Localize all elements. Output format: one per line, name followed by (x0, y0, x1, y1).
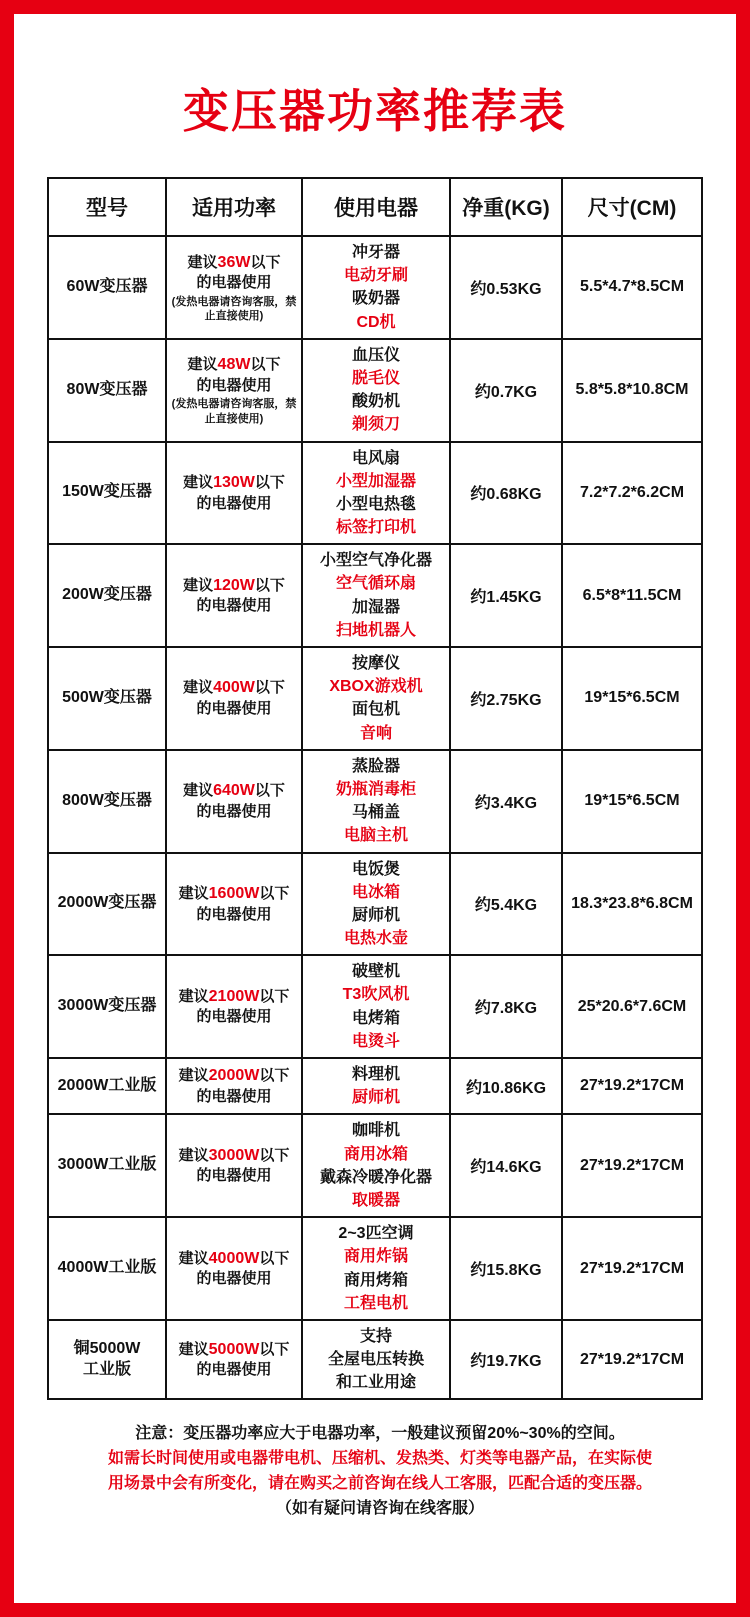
power-line-2: 的电器使用 (196, 802, 272, 820)
table-row (48, 1320, 702, 1400)
device-item: 厨师机 (351, 906, 400, 924)
device-item: 吸奶器 (351, 290, 400, 308)
device-item: 和工业用途 (335, 1374, 416, 1392)
power-line-2: 的电器使用 (196, 494, 272, 512)
cell-power (166, 955, 302, 1058)
device-item: 小型空气净化器 (319, 552, 432, 570)
power-line-2: 的电器使用 (196, 1008, 272, 1026)
device-item: 小型电热毯 (335, 495, 416, 513)
cell-power (166, 1320, 302, 1400)
power-suffix: 以下 (259, 987, 290, 1005)
device-item: 扫地机器人 (335, 621, 416, 639)
power-line-2: 的电器使用 (196, 1167, 272, 1185)
device-item: 脱毛仪 (351, 369, 400, 387)
table-header-row (48, 178, 702, 236)
cell-size: 18.3*23.8*6.8CM (562, 853, 702, 956)
device-item: 音响 (359, 724, 392, 742)
cell-devices (302, 750, 450, 853)
cell-power (166, 750, 302, 853)
power-prefix: 建议 (183, 782, 214, 800)
cell-model: 800W变压器 (48, 750, 166, 853)
table-row (48, 1058, 702, 1114)
cell-power (166, 544, 302, 647)
power-value: 120W (213, 576, 255, 594)
device-item: CD机 (356, 313, 396, 331)
cell-power (166, 1058, 302, 1114)
power-line-2: 的电器使用 (196, 905, 272, 923)
cell-weight: 约2.75KG (450, 647, 562, 750)
device-item: 商用炸锅 (343, 1248, 408, 1266)
table-row (48, 1217, 702, 1320)
cell-weight: 约1.45KG (450, 544, 562, 647)
power-prefix: 建议 (187, 356, 218, 374)
cell-devices (302, 339, 450, 442)
device-item: 破壁机 (351, 963, 400, 981)
page-title: 变压器功率推荐表 (183, 84, 567, 138)
column-header-devices: 使用电器 (302, 178, 450, 236)
table-row (48, 1114, 702, 1217)
device-item: 工程电机 (343, 1294, 408, 1312)
device-item: 电脑主机 (343, 827, 408, 845)
cell-weight: 约10.86KG (450, 1058, 562, 1114)
device-item: 电风扇 (351, 449, 400, 467)
table-row (48, 544, 702, 647)
device-item: 料理机 (351, 1066, 400, 1083)
device-item: 全屋电压转换 (327, 1351, 424, 1369)
column-header-model: 型号 (48, 178, 166, 236)
power-prefix: 建议 (178, 1340, 209, 1358)
power-suffix: 以下 (259, 1146, 290, 1164)
footer-line-1: 注意：变压器功率应大于电器功率，一般建议预留20%~30%的空间。 (135, 1425, 625, 1443)
table-body (48, 236, 702, 1399)
cell-power (166, 1217, 302, 1320)
table-row (48, 853, 702, 956)
power-line-2: 的电器使用 (196, 377, 272, 394)
cell-model: 2000W变压器 (48, 853, 166, 956)
cell-model: 80W变压器 (48, 339, 166, 442)
power-value: 2000W (208, 1067, 260, 1085)
power-suffix: 以下 (250, 253, 281, 271)
footer-line-2: 如需长时间使用或电器带电机、压缩机、发热类、灯类等电器产品，在实际使 (107, 1450, 652, 1468)
device-item: 电热水壶 (343, 930, 408, 948)
cell-power (166, 236, 302, 339)
table-row (48, 750, 702, 853)
device-item: 奶瓶消毒柜 (335, 780, 416, 798)
cell-model: 500W变压器 (48, 647, 166, 750)
power-prefix: 建议 (178, 884, 209, 902)
cell-model: 2000W工业版 (48, 1058, 166, 1114)
cell-weight: 约7.8KG (450, 955, 562, 1058)
power-line-2: 的电器使用 (196, 274, 272, 292)
power-value: 48W (217, 356, 251, 374)
device-item: 2~3匹空调 (338, 1225, 414, 1243)
power-value: 4000W (208, 1249, 260, 1267)
cell-weight: 约0.53KG (450, 236, 562, 339)
power-value: 130W (213, 473, 255, 491)
power-value: 3000W (208, 1146, 260, 1164)
device-item: 空气循环扇 (335, 575, 416, 593)
cell-model: 200W变压器 (48, 544, 166, 647)
device-item: 戴森冷暖净化器 (319, 1168, 432, 1186)
device-item: 电动牙刷 (343, 267, 408, 285)
power-suffix: 以下 (259, 1249, 290, 1267)
cell-size: 19*15*6.5CM (562, 750, 702, 853)
device-item: 小型加湿器 (335, 472, 416, 490)
cell-weight: 约5.4KG (450, 853, 562, 956)
power-note: (发热电器请咨询客服，禁止直接使用) (171, 295, 297, 322)
device-item: 商用冰箱 (343, 1145, 408, 1163)
cell-size: 7.2*7.2*6.2CM (562, 442, 702, 545)
device-item: 血压仪 (351, 346, 400, 364)
power-prefix: 建议 (178, 1146, 209, 1164)
power-suffix: 以下 (259, 1340, 290, 1358)
cell-power (166, 339, 302, 442)
cell-power (166, 647, 302, 750)
power-prefix: 建议 (183, 473, 214, 491)
footer-line-4: （如有疑问请咨询在线客服） (275, 1499, 484, 1517)
cell-size: 27*19.2*17CM (562, 1217, 702, 1320)
column-header-size: 尺寸(CM) (562, 178, 702, 236)
power-value: 640W (213, 782, 255, 800)
device-item: 马桶盖 (351, 804, 400, 822)
transformer-spec-table (47, 177, 703, 1400)
cell-size: 25*20.6*7.6CM (562, 955, 702, 1058)
table-row (48, 442, 702, 545)
power-suffix: 以下 (254, 679, 285, 697)
table-row (48, 955, 702, 1058)
cell-devices (302, 1058, 450, 1114)
table-row (48, 236, 702, 339)
device-item: 标签打印机 (335, 519, 416, 537)
cell-weight: 约15.8KG (450, 1217, 562, 1320)
cell-weight: 约0.68KG (450, 442, 562, 545)
power-line-2: 的电器使用 (196, 597, 272, 615)
cell-model: 150W变压器 (48, 442, 166, 545)
cell-model: 铜5000W 工业版 (48, 1320, 166, 1400)
power-suffix: 以下 (254, 576, 285, 594)
power-prefix: 建议 (178, 987, 209, 1005)
cell-power (166, 442, 302, 545)
power-value: 1600W (208, 884, 260, 902)
cell-size: 6.5*8*11.5CM (562, 544, 702, 647)
power-prefix: 建议 (178, 1067, 209, 1085)
power-suffix: 以下 (259, 884, 290, 902)
cell-devices (302, 1217, 450, 1320)
table-header (48, 178, 702, 236)
device-item: 电烤箱 (351, 1009, 400, 1027)
power-value: 36W (217, 253, 251, 271)
power-value: 5000W (208, 1340, 260, 1358)
device-item: 按摩仪 (351, 655, 400, 672)
device-item: 厨师机 (351, 1089, 400, 1107)
device-item: 蒸脸器 (351, 757, 400, 775)
power-prefix: 建议 (183, 679, 214, 697)
table-row (48, 647, 702, 750)
table-row (48, 339, 702, 442)
device-item: 电烫斗 (351, 1032, 400, 1050)
cell-power (166, 853, 302, 956)
cell-weight: 约0.7KG (450, 339, 562, 442)
power-prefix: 建议 (178, 1249, 209, 1267)
power-line-2: 的电器使用 (196, 1270, 272, 1288)
device-item: 剃须刀 (351, 416, 400, 434)
cell-size: 19*15*6.5CM (562, 647, 702, 750)
cell-model: 60W变压器 (48, 236, 166, 339)
cell-devices (302, 442, 450, 545)
power-line-2: 的电器使用 (196, 1087, 272, 1105)
power-suffix: 以下 (259, 1067, 290, 1085)
power-suffix: 以下 (254, 473, 285, 491)
device-item: 冲牙器 (351, 244, 400, 261)
device-item: 电饭煲 (351, 860, 400, 878)
cell-size: 27*19.2*17CM (562, 1320, 702, 1400)
device-item: XBOX游戏机 (329, 678, 423, 696)
device-item: 商用烤箱 (343, 1271, 408, 1289)
column-header-weight: 净重(KG) (450, 178, 562, 236)
device-item: T3吹风机 (342, 986, 410, 1004)
power-prefix: 建议 (187, 253, 218, 271)
device-item: 面包机 (351, 701, 400, 719)
power-note: (发热电器请咨询客服，禁止直接使用) (171, 398, 297, 425)
device-item: 电冰箱 (351, 883, 400, 901)
power-suffix: 以下 (250, 356, 281, 374)
cell-devices (302, 236, 450, 339)
power-value: 2100W (208, 987, 260, 1005)
cell-size: 5.5*4.7*8.5CM (562, 236, 702, 339)
footer-notes (45, 1422, 715, 1521)
cell-size: 5.8*5.8*10.8CM (562, 339, 702, 442)
power-line-2: 的电器使用 (196, 1361, 272, 1379)
device-item: 酸奶机 (351, 393, 400, 411)
cell-model: 3000W工业版 (48, 1114, 166, 1217)
cell-size: 27*19.2*17CM (562, 1114, 702, 1217)
cell-devices (302, 853, 450, 956)
cell-weight: 约14.6KG (450, 1114, 562, 1217)
cell-devices (302, 647, 450, 750)
power-prefix: 建议 (183, 576, 214, 594)
device-item: 加湿器 (351, 598, 400, 616)
cell-size: 27*19.2*17CM (562, 1058, 702, 1114)
power-line-2: 的电器使用 (196, 700, 272, 718)
cell-model: 3000W变压器 (48, 955, 166, 1058)
power-suffix: 以下 (254, 782, 285, 800)
cell-devices (302, 955, 450, 1058)
column-header-power: 适用功率 (166, 178, 302, 236)
device-item: 咖啡机 (351, 1122, 400, 1140)
power-value: 400W (213, 679, 255, 697)
cell-model: 4000W工业版 (48, 1217, 166, 1320)
footer-line-3: 用场景中会有所变化，请在购买之前咨询在线人工客服，匹配合适的变压器。 (107, 1475, 652, 1493)
device-item: 支持 (359, 1327, 392, 1345)
cell-power (166, 1114, 302, 1217)
device-item: 取暖器 (351, 1191, 400, 1209)
poster-inner (14, 14, 736, 1603)
cell-devices (302, 1320, 450, 1400)
cell-devices (302, 1114, 450, 1217)
cell-weight: 约3.4KG (450, 750, 562, 853)
cell-devices (302, 544, 450, 647)
cell-weight: 约19.7KG (450, 1320, 562, 1400)
